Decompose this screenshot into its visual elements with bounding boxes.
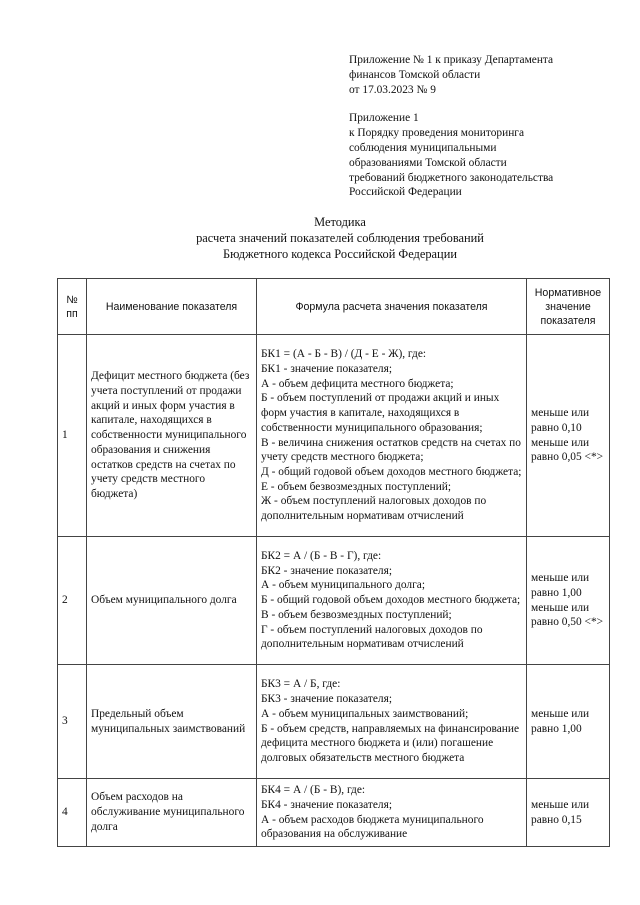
row-num: 1 — [58, 335, 87, 537]
formula-line: Б - объем средств, направляемых на финансирование дефицита местного бюджета и (или) погашение долговых обязательств местного бюджета — [261, 722, 520, 764]
formula-line: БК2 = А / (Б - В - Г), где: — [261, 550, 382, 563]
formula-line: Г - объем поступлений налоговых доходов по дополнительным нормативам отчислений — [261, 623, 483, 651]
norm-line: меньше или равно 0,50 <*> — [531, 601, 604, 629]
header-name: Наименование показателя — [87, 279, 257, 335]
header-line: соблюдения муниципальными — [349, 141, 497, 154]
formula-line: Ж - объем поступлений налоговых доходов по дополнительным нормативам отчислений — [261, 495, 487, 523]
formula-line: БК4 = А / (Б - В), где: — [261, 784, 366, 797]
formula-line: А - объем дефицита местного бюджета; — [261, 377, 454, 390]
table-header-row — [58, 279, 610, 335]
header-line: требований бюджетного законодательства — [349, 171, 554, 184]
norm-line: меньше или равно 1,00 — [531, 707, 590, 735]
header-line: к Порядку проведения мониторинга — [349, 127, 525, 140]
formula-line: В - объем безвозмездных поступлений; — [261, 608, 452, 621]
formula-line: БК4 - значение показателя; — [261, 798, 392, 811]
norm-line: меньше или равно 0,10 — [531, 407, 590, 434]
header-line: Приложение 1 — [349, 112, 419, 125]
row-name: Объем расходов на обслуживание муниципального долга — [87, 779, 257, 847]
header-line: от 17.03.2023 № 9 — [349, 83, 436, 96]
header-formula: Формула расчета значения показателя — [257, 279, 527, 335]
row-norm — [527, 779, 610, 847]
formula-line: Б - объем поступлений от продажи акций и иных форм участия в капитале, находящихся в собственности муниципального образования; — [261, 392, 500, 434]
formula-line: Д - общий годовой объем доходов местного бюджета; — [261, 465, 522, 478]
formula-line: А - объем муниципальных заимствований; — [261, 707, 469, 720]
row-name: Дефицит местного бюджета (без учета поступлений от продажи акций и иных форм участия в капитале, находящихся в собственности муниципального образования и снижения остатков средств на счетах по учету средств местного бюджета) — [87, 335, 257, 537]
title-line: Методика — [314, 215, 366, 229]
formula-line: БК3 - значение показателя; — [261, 693, 392, 706]
formula-line: БК1 - значение показателя; — [261, 362, 392, 375]
formula-line: А - объем расходов бюджета муниципального образования на обслуживание — [261, 813, 484, 841]
formula-line: БК1 = (А - Б - В) / (Д - Е - Ж), где: — [261, 348, 427, 361]
table-row — [58, 537, 610, 665]
formula-line: Б - общий годовой объем доходов местного бюджета; — [261, 594, 521, 607]
formula-line: БК2 - значение показателя; — [261, 564, 392, 577]
norm-line: меньше или равно 0,15 — [531, 798, 590, 826]
table-row — [58, 779, 610, 847]
row-num: 2 — [58, 537, 87, 665]
header-norm: Нормативное значение показателя — [527, 279, 610, 335]
row-norm — [527, 665, 610, 779]
row-num: 3 — [58, 665, 87, 779]
formula-line: БК3 = А / Б, где: — [261, 678, 341, 691]
row-formula — [257, 537, 527, 665]
row-formula — [257, 665, 527, 779]
title-line: Бюджетного кодекса Российской Федерации — [223, 247, 457, 261]
norm-line: меньше или равно 1,00 — [531, 572, 590, 599]
row-norm — [527, 537, 610, 665]
title-line: расчета значений показателей соблюдения требований — [196, 231, 484, 245]
table-row — [58, 335, 610, 537]
norm-line: меньше или равно 0,05 <*> — [531, 436, 604, 464]
header-line: финансов Томской области — [349, 68, 481, 81]
formula-line: А - объем муниципального долга; — [261, 579, 425, 592]
table-row — [58, 665, 610, 779]
formula-line: В - величина снижения остатков средств на счетах по учету средств местного бюджета; — [261, 436, 521, 464]
header-line: Российской Федерации — [349, 186, 462, 199]
row-norm — [527, 335, 610, 537]
document-header — [349, 53, 619, 200]
row-formula — [257, 335, 527, 537]
row-num: 4 — [58, 779, 87, 847]
header-line: Приложение № 1 к приказу Департамента — [349, 54, 554, 66]
header-line: образованиями Томской области — [349, 156, 507, 169]
row-name: Объем муниципального долга — [87, 537, 257, 665]
indicators-table — [57, 278, 610, 847]
row-formula — [257, 779, 527, 847]
formula-line: Е - объем безвозмездных поступлений; — [261, 480, 452, 493]
header-num: № пп — [58, 279, 87, 335]
document-title — [40, 214, 640, 262]
row-name: Предельный объем муниципальных заимствований — [87, 665, 257, 779]
